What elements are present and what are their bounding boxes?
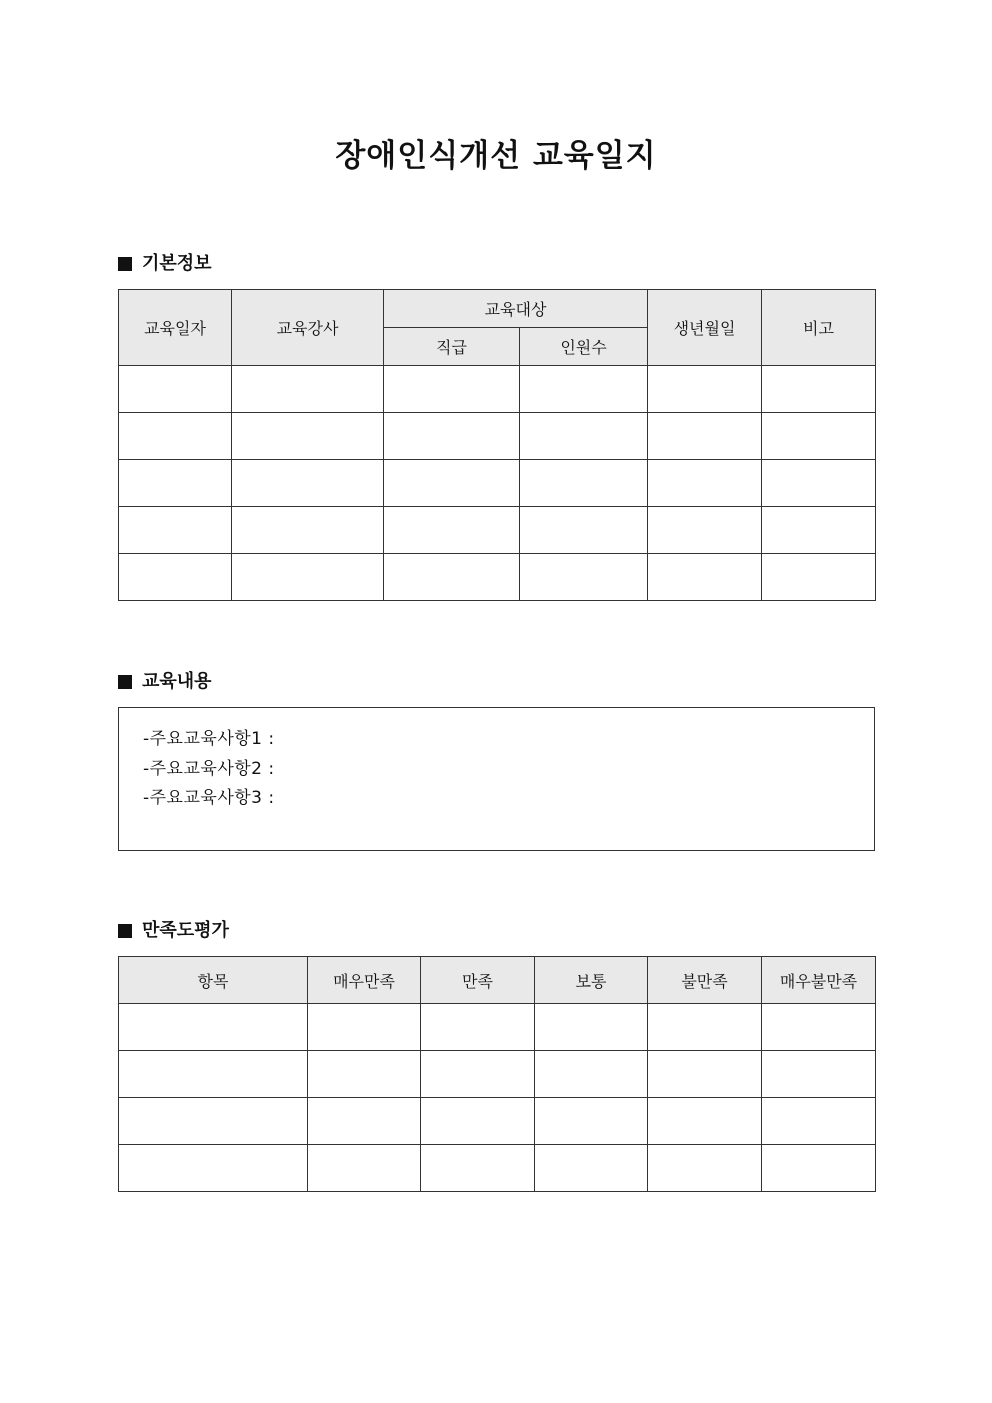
table-cell[interactable] — [232, 366, 384, 413]
square-bullet-icon — [118, 675, 132, 689]
table-cell[interactable] — [119, 1145, 308, 1192]
header-cell-target: 교육대상 — [384, 290, 648, 328]
table-cell[interactable] — [308, 1051, 421, 1098]
header-cell-item: 항목 — [119, 957, 308, 1004]
section-heading-label: 만족도평가 — [142, 920, 229, 941]
section-heading-label: 교육내용 — [142, 671, 212, 692]
table-cell[interactable] — [762, 554, 876, 601]
table-cell[interactable] — [648, 554, 762, 601]
table-cell[interactable] — [762, 1145, 876, 1192]
table-row — [119, 413, 876, 460]
table-cell[interactable] — [520, 554, 648, 601]
table-cell[interactable] — [119, 554, 232, 601]
table-row — [119, 507, 876, 554]
table-cell[interactable] — [308, 1004, 421, 1051]
table-row — [119, 1004, 876, 1051]
table-cell[interactable] — [232, 460, 384, 507]
table-cell[interactable] — [648, 366, 762, 413]
table-cell[interactable] — [648, 460, 762, 507]
table-cell[interactable] — [421, 1145, 535, 1192]
table-cell[interactable] — [520, 460, 648, 507]
table-cell[interactable] — [308, 1098, 421, 1145]
section-heading-content — [118, 670, 212, 694]
table-cell[interactable] — [648, 1098, 762, 1145]
header-cell-dissatisfied: 불만족 — [648, 957, 762, 1004]
table-cell[interactable] — [520, 366, 648, 413]
table-cell[interactable] — [762, 1004, 876, 1051]
table-cell[interactable] — [308, 1145, 421, 1192]
header-cell-count: 인원수 — [520, 328, 648, 366]
table-cell[interactable] — [384, 460, 520, 507]
table-cell[interactable] — [421, 1098, 535, 1145]
section-heading-basic-info — [118, 252, 212, 276]
table-cell[interactable] — [648, 507, 762, 554]
table-cell[interactable] — [384, 554, 520, 601]
table-header-row — [119, 290, 876, 328]
table-cell[interactable] — [421, 1051, 535, 1098]
section-heading-satisfaction — [118, 919, 229, 943]
header-cell-very-dissatisfied: 매우불만족 — [762, 957, 876, 1004]
table-cell[interactable] — [535, 1145, 648, 1192]
table-cell[interactable] — [762, 366, 876, 413]
education-content-box[interactable] — [118, 707, 875, 851]
table-cell[interactable] — [762, 460, 876, 507]
table-cell[interactable] — [648, 1145, 762, 1192]
table-cell[interactable] — [648, 413, 762, 460]
table-cell[interactable] — [762, 507, 876, 554]
table-row — [119, 1051, 876, 1098]
table-row — [119, 366, 876, 413]
content-line-1: -주요교육사항1 : — [143, 729, 275, 749]
section-heading-label: 기본정보 — [142, 253, 212, 274]
table-cell[interactable] — [535, 1051, 648, 1098]
document-title: 장애인식개선 교육일지 — [335, 138, 657, 174]
table-cell[interactable] — [648, 1004, 762, 1051]
table-cell[interactable] — [232, 413, 384, 460]
table-cell[interactable] — [762, 1098, 876, 1145]
table-cell[interactable] — [535, 1004, 648, 1051]
header-cell-very-satisfied: 매우만족 — [308, 957, 421, 1004]
content-line-2: -주요교육사항2 : — [143, 759, 275, 779]
table-cell[interactable] — [384, 507, 520, 554]
table-cell[interactable] — [520, 413, 648, 460]
square-bullet-icon — [118, 257, 132, 271]
header-cell-rank: 직급 — [384, 328, 520, 366]
table-row — [119, 1145, 876, 1192]
table-cell[interactable] — [119, 366, 232, 413]
header-cell-satisfied: 만족 — [421, 957, 535, 1004]
table-header-row — [119, 957, 876, 1004]
header-cell-date: 교육일자 — [119, 290, 232, 366]
table-cell[interactable] — [384, 413, 520, 460]
table-cell[interactable] — [119, 1004, 308, 1051]
table-cell[interactable] — [119, 1051, 308, 1098]
table-cell[interactable] — [232, 554, 384, 601]
table-cell[interactable] — [119, 460, 232, 507]
table-cell[interactable] — [232, 507, 384, 554]
header-cell-instructor: 교육강사 — [232, 290, 384, 366]
table-cell[interactable] — [119, 413, 232, 460]
table-cell[interactable] — [535, 1098, 648, 1145]
basic-info-table — [118, 289, 876, 601]
table-cell[interactable] — [762, 413, 876, 460]
table-cell[interactable] — [119, 1098, 308, 1145]
table-cell[interactable] — [648, 1051, 762, 1098]
table-cell[interactable] — [762, 1051, 876, 1098]
table-row — [119, 1098, 876, 1145]
table-cell[interactable] — [421, 1004, 535, 1051]
table-cell[interactable] — [384, 366, 520, 413]
header-cell-neutral: 보통 — [535, 957, 648, 1004]
header-cell-note: 비고 — [762, 290, 876, 366]
square-bullet-icon — [118, 924, 132, 938]
table-cell[interactable] — [119, 507, 232, 554]
table-cell[interactable] — [520, 507, 648, 554]
table-row — [119, 460, 876, 507]
table-row — [119, 554, 876, 601]
header-cell-birth: 생년월일 — [648, 290, 762, 366]
content-line-3: -주요교육사항3 : — [143, 788, 275, 808]
satisfaction-table — [118, 956, 876, 1192]
